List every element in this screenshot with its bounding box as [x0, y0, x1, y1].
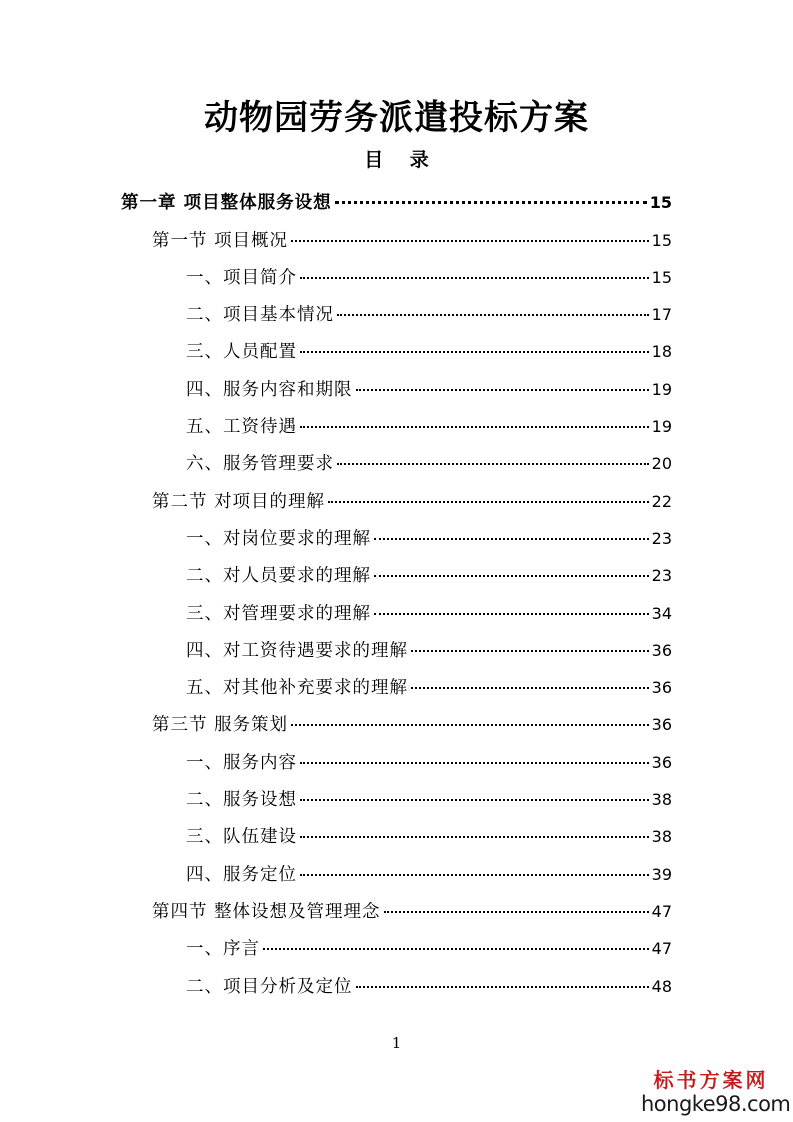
toc-entry-label: 二、项目分析及定位 [186, 976, 353, 997]
toc-entry-page: 23 [651, 528, 672, 548]
toc-dot-leader [263, 948, 649, 950]
toc-entry-page: 20 [651, 454, 672, 474]
page-number: 1 [391, 1034, 402, 1052]
toc-entry[interactable] [0, 665, 793, 702]
toc-entry-page: 34 [651, 603, 672, 623]
toc-entry-page: 36 [651, 715, 672, 735]
toc-entry-page: 47 [651, 939, 672, 959]
toc-entry[interactable] [0, 963, 793, 1000]
toc-dot-leader [335, 201, 647, 204]
toc-entry[interactable] [0, 739, 793, 776]
toc-entry[interactable] [0, 553, 793, 590]
toc-entry-label: 五、对其他补充要求的理解 [186, 678, 408, 699]
toc-entry-label: 第二节 对项目的理解 [152, 491, 326, 512]
toc-dot-leader [356, 986, 649, 988]
toc-entry[interactable] [0, 404, 793, 441]
toc-entry[interactable] [0, 441, 793, 478]
toc-entry-label: 四、对工资待遇要求的理解 [186, 640, 408, 661]
toc-dot-leader [300, 874, 649, 876]
toc-entry-label: 一、序言 [186, 939, 260, 960]
toc-entry-label: 三、对管理要求的理解 [186, 603, 371, 624]
toc-dot-leader [300, 799, 649, 801]
toc-dot-leader [337, 463, 649, 465]
toc-entry-label: 三、人员配置 [186, 342, 297, 363]
toc-entry[interactable] [0, 478, 793, 515]
toc-entry[interactable] [0, 329, 793, 366]
toc-entry-label: 第四节 整体设想及管理理念 [152, 901, 381, 922]
toc-entry-label: 一、项目简介 [186, 267, 297, 288]
toc-entry-page: 15 [651, 230, 672, 250]
toc-entry[interactable] [0, 777, 793, 814]
toc-entry[interactable] [0, 366, 793, 403]
toc-dot-leader [356, 389, 649, 391]
toc-dot-leader [374, 575, 649, 577]
toc-dot-leader [291, 724, 649, 726]
toc-dot-leader [300, 836, 649, 838]
toc-dot-leader [300, 426, 649, 428]
toc-entry-page: 36 [651, 678, 672, 698]
toc-entry-page: 22 [651, 491, 672, 511]
toc-entry-page: 23 [651, 566, 672, 586]
toc-entry[interactable] [0, 851, 793, 888]
watermark-cn-text: 标书方案网 [653, 1068, 769, 1092]
toc-dot-leader [411, 687, 649, 689]
toc-dot-leader [291, 240, 649, 242]
toc-entry[interactable] [0, 180, 793, 217]
toc-entry-page: 48 [651, 976, 672, 996]
toc-entry-label: 一、服务内容 [186, 752, 297, 773]
toc-entry-label: 一、对岗位要求的理解 [186, 528, 371, 549]
toc-dot-leader [300, 277, 649, 279]
toc-entry-page: 19 [651, 417, 672, 437]
toc-dot-leader [374, 613, 649, 615]
toc-entry[interactable] [0, 814, 793, 851]
toc-entry-page: 15 [649, 193, 672, 213]
toc-entry[interactable] [0, 628, 793, 665]
toc-entry-page: 15 [651, 267, 672, 287]
watermark-en-text: hongke98.com [641, 1092, 791, 1116]
toc-entry-label: 二、项目基本情况 [186, 305, 334, 326]
toc-dot-leader [411, 650, 649, 652]
toc-dot-leader [337, 314, 649, 316]
toc-heading: 目 录 [364, 149, 439, 171]
table-of-contents [0, 180, 793, 1001]
toc-entry-label: 第一节 项目概况 [152, 230, 289, 251]
toc-entry-label: 五、工资待遇 [186, 417, 297, 438]
toc-entry-label: 第一章 项目整体服务设想 [121, 193, 332, 214]
watermark-logo [641, 1068, 791, 1116]
toc-entry[interactable] [0, 590, 793, 627]
toc-entry-label: 二、对人员要求的理解 [186, 566, 371, 587]
toc-entry-page: 36 [651, 752, 672, 772]
toc-entry-page: 38 [651, 827, 672, 847]
toc-dot-leader [300, 351, 649, 353]
toc-entry[interactable] [0, 702, 793, 739]
document-title: 动物园劳务派遣投标方案 [204, 98, 589, 138]
toc-entry-page: 18 [651, 342, 672, 362]
toc-entry[interactable] [0, 889, 793, 926]
toc-entry-page: 38 [651, 790, 672, 810]
toc-entry-page: 47 [651, 901, 672, 921]
toc-entry[interactable] [0, 926, 793, 963]
toc-entry[interactable] [0, 516, 793, 553]
toc-entry-label: 四、服务内容和期限 [186, 379, 353, 400]
toc-entry-label: 四、服务定位 [186, 864, 297, 885]
toc-entry-label: 三、队伍建设 [186, 827, 297, 848]
toc-entry-page: 17 [651, 305, 672, 325]
toc-entry[interactable] [0, 217, 793, 254]
toc-dot-leader [384, 911, 649, 913]
toc-dot-leader [300, 762, 649, 764]
toc-entry-page: 39 [651, 864, 672, 884]
toc-entry[interactable] [0, 292, 793, 329]
toc-entry-page: 19 [651, 379, 672, 399]
toc-dot-leader [328, 501, 649, 503]
toc-entry-label: 二、服务设想 [186, 790, 297, 811]
toc-entry-label: 六、服务管理要求 [186, 454, 334, 475]
toc-entry-label: 第三节 服务策划 [152, 715, 289, 736]
toc-entry[interactable] [0, 255, 793, 292]
toc-dot-leader [374, 538, 649, 540]
toc-entry-page: 36 [651, 640, 672, 660]
